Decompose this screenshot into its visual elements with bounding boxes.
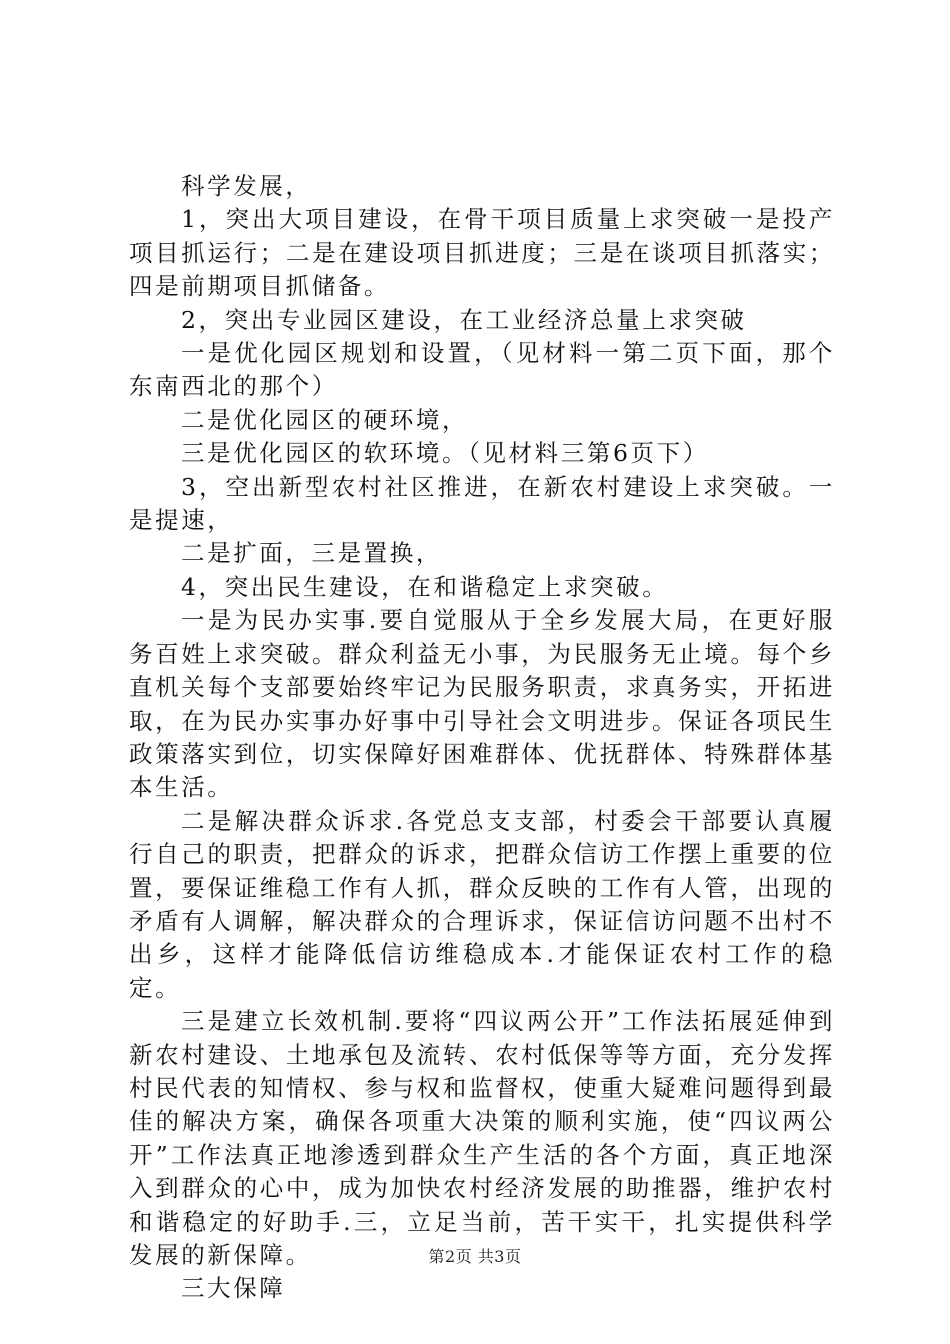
- document-body: [129, 170, 835, 1306]
- paragraph: 二是扩面，三是置换，: [181, 539, 442, 568]
- paragraph: 3，空出新型农村社区推进，在新农村建设上求突破。一是提速，: [129, 472, 835, 535]
- paragraph: 三是建立长效机制.要将“四议两公开”工作法拓展延伸到新农村建设、土地承包及流转、农村低保等等方面，充分发挥村民代表的知情权、参与权和监督权，使重大疑难问题得到最佳的解决方案，确保各项重大决策的顺利实施，使“四议两公开”工作法真正地渗透到群众生产生活的各个方面，真正地深入到群众的心中，成为加快农村经济发展的助推器，维护农村和谐稳定的好助手.三，立足当前，苦干实干，扎实提供科学发展的新保障。: [129, 1007, 835, 1269]
- paragraph: 一是为民办实事.要自觉服从于全乡发展大局，在更好服务百姓上求突破。群众利益无小事，为民服务无止境。每个乡直机关每个支部要始终牢记为民服务职责，求真务实，开拓进取，在为民办实事办好事中引导社会文明进步。保证各项民生政策落实到位，切实保障好困难群体、优抚群体、特殊群体基本生活。: [129, 606, 835, 802]
- paragraph: 4，突出民生建设，在和谐稳定上求突破。: [181, 572, 669, 601]
- paragraph: 科学发展，: [181, 172, 312, 200]
- paragraph: 三是优化园区的软环境。（见材料三第6页下）: [181, 439, 709, 468]
- paragraph: 三大保障: [181, 1274, 286, 1303]
- paragraph: 2，突出专业园区建设，在工业经济总量上求突破: [181, 305, 747, 334]
- paragraph: 1，突出大项目建设，在骨干项目质量上求突破一是投产项目抓运行；二是在建设项目抓进度；三是在谈项目抓落实；四是前期项目抓储备。: [129, 205, 835, 301]
- paragraph: 二是解决群众诉求.各党总支支部，村委会干部要认真履行自己的职责，把群众的诉求，把群众信访工作摆上重要的位置，要保证维稳工作有人抓，群众反映的工作有人管，出现的矛盾有人调解，解决群众的合理诉求，保证信访问题不出村不出乡，这样才能降低信访维稳成本.才能保证农村工作的稳定。: [129, 806, 835, 1002]
- page-number-footer: 第2页 共3页: [428, 1247, 522, 1266]
- paragraph: 一是优化园区规划和设置，（见材料一第二页下面，那个东南西北的那个）: [129, 339, 835, 401]
- paragraph: 二是优化园区的硬环境，: [181, 405, 469, 434]
